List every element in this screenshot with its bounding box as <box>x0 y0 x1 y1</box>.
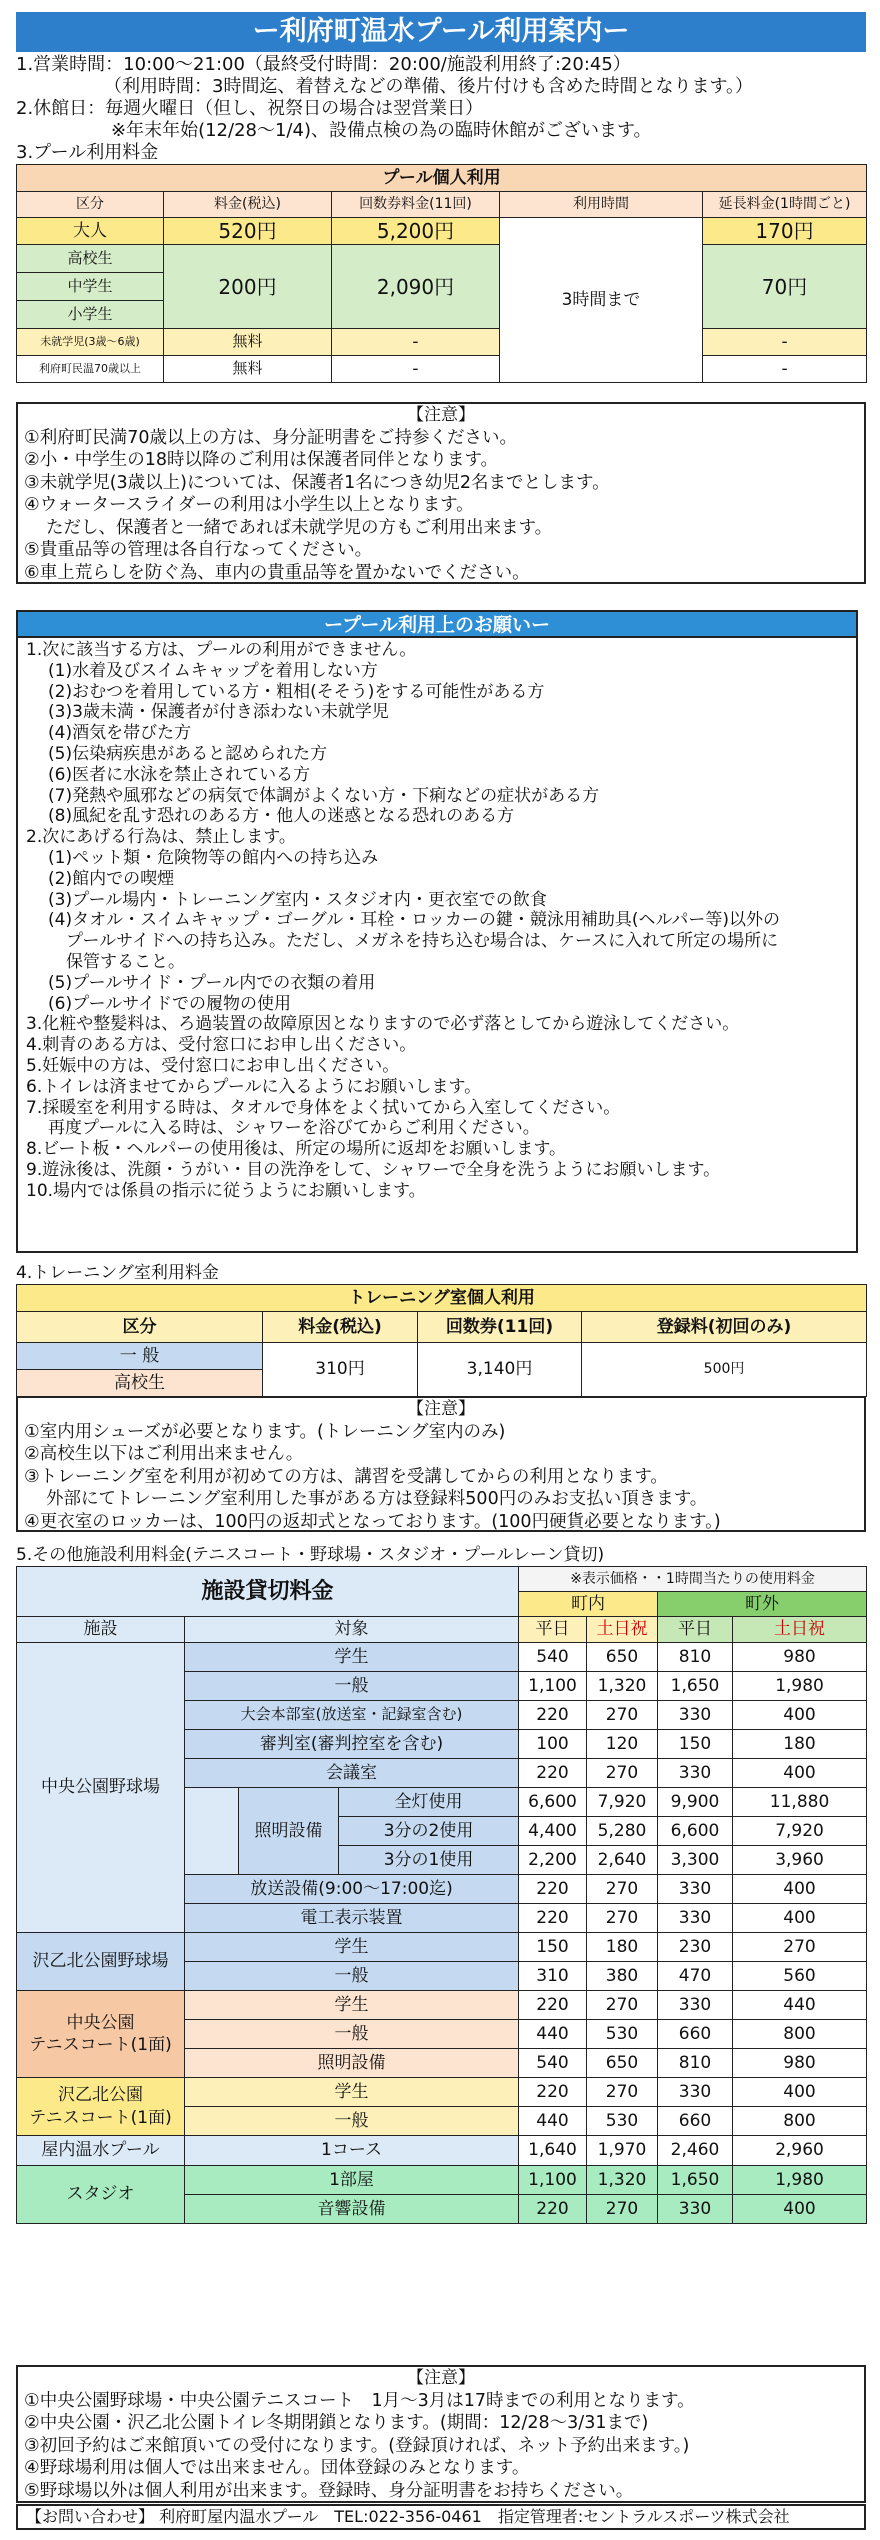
price-cell: 150 <box>519 1933 587 1962</box>
training-row-general: 一 般 <box>17 1343 263 1370</box>
facility-note: ②中央公園・沢乙北公園トイレ冬期閉鎖となります。(期間：12/28～3/31まで) <box>24 2413 649 2433</box>
facility-notes-heading: 【注意】 <box>407 2368 475 2388</box>
student-fee: 200円 <box>164 245 332 329</box>
facility-studio: スタジオ <box>17 2166 185 2224</box>
pool-note: ③未就学児(3歳以上)については、保護者1名につき幼児2名までとします。 <box>24 472 610 493</box>
pool-note: ④ウォータースライダーの利用は小学生以上となります。 <box>24 495 474 515</box>
price-cell: 330 <box>658 1875 733 1904</box>
training-table-header: トレーニング室個人利用 <box>17 1285 867 1312</box>
rule-line: 2.次にあげる行為は、禁止します。 <box>26 827 296 848</box>
price-cell: 220 <box>519 1875 587 1904</box>
price-cell: 400 <box>733 1904 867 1933</box>
target-label: 一般 <box>185 2107 519 2136</box>
target-label: 一般 <box>185 1672 519 1701</box>
price-cell: 330 <box>658 1701 733 1730</box>
price-cell: 650 <box>587 1643 658 1672</box>
target-label: 審判室(審判控室を含む) <box>185 1730 519 1759</box>
price-cell: 440 <box>519 2020 587 2049</box>
in-weekday: 平日 <box>519 1617 587 1643</box>
rule-line: 10.場内では係員の指示に従うようにお願いします。 <box>26 1180 426 1201</box>
training-note: 外部にてトレーニング室利用した事がある方は登録料500円のみお支払い頂きます。 <box>46 1489 708 1509</box>
town-in-header: 町内 <box>519 1592 658 1617</box>
facility-chuo-baseball: 中央公園野球場 <box>17 1643 185 1933</box>
facility-note: ④野球場利用は個人では出来ません。団体登録のみとなります。 <box>24 2458 530 2478</box>
price-cell: 270 <box>587 1991 658 2020</box>
training-fee-table <box>16 1284 867 1397</box>
preschool-fee: 無料 <box>164 329 332 356</box>
col-category: 区分 <box>17 192 164 218</box>
training-note: ①室内用シューズが必要となります。(トレーニング室内のみ) <box>24 1421 506 1442</box>
price-cell: 11,880 <box>733 1788 867 1817</box>
facility-table-title: 施設貸切料金 <box>17 1567 519 1617</box>
price-cell: 220 <box>519 1904 587 1933</box>
target-label: 一般 <box>185 1962 519 1991</box>
training-note: ④更衣室のロッカーは、100円の返却式となっております。(100円硬貨必要となります。) <box>24 1511 721 1532</box>
price-cell: 560 <box>733 1962 867 1991</box>
price-cell: 270 <box>587 1904 658 1933</box>
facility-note: ①中央公園野球場・中央公園テニスコート 1月～3月は17時までの利用となります。 <box>24 2390 695 2411</box>
price-cell: 810 <box>658 1643 733 1672</box>
row-adult: 大人 <box>17 218 164 245</box>
price-cell: 270 <box>587 1701 658 1730</box>
col-fee: 料金(税込) <box>263 1312 418 1343</box>
price-cell: 380 <box>587 1962 658 1991</box>
rule-line: (2)館内での喫煙 <box>48 868 175 889</box>
rule-line: プールサイドへの持ち込み。ただし、メガネを持ち込む場合は、ケースに入れて所定の場所に <box>66 931 779 952</box>
target-label: 学生 <box>185 1933 519 1962</box>
row-senior: 利府町民温70歳以上 <box>17 356 164 383</box>
col-ticket: 回数券料金(11回) <box>332 192 500 218</box>
senior-fee: 無料 <box>164 356 332 383</box>
price-cell: 660 <box>658 2107 733 2136</box>
rule-line: 6.トイレは済ませてからプールに入るようにお願いします。 <box>26 1076 482 1097</box>
price-cell: 810 <box>658 2049 733 2078</box>
col-facility: 施設 <box>17 1617 185 1643</box>
pool-notes-heading: 【注意】 <box>407 405 475 425</box>
price-cell: 1,650 <box>658 1672 733 1701</box>
price-cell: 180 <box>733 1730 867 1759</box>
price-cell: 980 <box>733 2049 867 2078</box>
price-cell: 980 <box>733 1643 867 1672</box>
price-cell: 330 <box>658 1904 733 1933</box>
price-cell: 4,400 <box>519 1817 587 1846</box>
price-cell: 1,320 <box>587 1672 658 1701</box>
col-category: 区分 <box>17 1312 263 1343</box>
price-cell: 220 <box>519 2195 587 2224</box>
pool-fee-section-title: 3.プール利用料金 <box>16 142 159 163</box>
row-preschool: 未就学児(3歳～6歳) <box>17 329 164 356</box>
rule-line: (6)医者に水泳を禁止されている方 <box>48 764 311 785</box>
facility-chuo-tennis <box>17 1991 185 2078</box>
rule-line: (6)プールサイドでの履物の使用 <box>48 993 292 1014</box>
target-label: 1部屋 <box>185 2166 519 2195</box>
col-time: 利用時間 <box>500 192 703 218</box>
training-fee: 310円 <box>263 1343 418 1397</box>
student-ticket: 2,090円 <box>332 245 500 329</box>
col-fee: 料金(税込) <box>164 192 332 218</box>
price-cell: 400 <box>733 1759 867 1788</box>
price-cell: 150 <box>658 1730 733 1759</box>
price-cell: 3,300 <box>658 1846 733 1875</box>
price-cell: 6,600 <box>519 1788 587 1817</box>
col-ticket: 回数券(11回) <box>418 1312 582 1343</box>
pool-rules-panel <box>16 610 858 1253</box>
price-cell: 1,640 <box>519 2136 587 2166</box>
price-cell: 330 <box>658 2078 733 2107</box>
col-target: 対象 <box>185 1617 519 1643</box>
price-cell: 440 <box>519 2107 587 2136</box>
target-label: 音響設備 <box>185 2195 519 2224</box>
col-extension: 延長料金(1時間ごと) <box>703 192 867 218</box>
senior-ticket: - <box>332 356 500 383</box>
price-cell: 230 <box>658 1933 733 1962</box>
target-label: 3分の1使用 <box>339 1846 519 1875</box>
target-label: 学生 <box>185 1991 519 2020</box>
price-cell: 400 <box>733 2078 867 2107</box>
training-column-headers <box>17 1312 867 1343</box>
rule-line: (4)タオル・スイムキャップ・ゴーグル・耳栓・ロッカーの鍵・競泳用補助具(ヘルパー等)以外の <box>48 910 780 931</box>
price-cell: 220 <box>519 1991 587 2020</box>
price-cell: 220 <box>519 1759 587 1788</box>
out-weekday: 平日 <box>658 1617 733 1643</box>
price-cell: 2,460 <box>658 2136 733 2166</box>
price-cell: 1,980 <box>733 1672 867 1701</box>
rule-line: 4.刺青のある方は、受付窓口にお申し出ください。 <box>26 1035 417 1056</box>
facility-name-line: 中央公園 <box>66 2012 135 2033</box>
price-cell: 7,920 <box>733 1817 867 1846</box>
rule-line: (3)プール場内・トレーニング室内・スタジオ内・更衣室での飲食 <box>48 889 547 910</box>
rule-line: 1.次に該当する方は、プールの利用ができません。 <box>26 640 417 660</box>
training-ticket: 3,140円 <box>418 1343 582 1397</box>
target-label: 一般 <box>185 2020 519 2049</box>
rule-line: 保管すること。 <box>66 951 185 972</box>
facility-price-note: ※表示価格・・1時間当たりの使用料金 <box>519 1567 867 1592</box>
pool-rules-title: ープール利用上のお願いー <box>18 612 856 638</box>
row-junior-high: 中学生 <box>17 273 164 301</box>
training-notes <box>16 1396 866 1532</box>
price-cell: 9,900 <box>658 1788 733 1817</box>
price-cell: 400 <box>733 1875 867 1904</box>
facility-name-line: テニスコート(1面) <box>29 2035 172 2055</box>
target-label: 電工表示装置 <box>185 1904 519 1933</box>
training-note: ③トレーニング室を利用が初めての方は、講習を受講してからの利用となります。 <box>24 1466 668 1487</box>
facility-indoor-pool: 屋内温水プール <box>17 2136 185 2166</box>
price-cell: 1,320 <box>587 2166 658 2195</box>
rule-line: 3.化粧や整髪料は、ろ過装置の故障原因となりますので必ず落としてから遊泳してください。 <box>26 1014 740 1035</box>
price-cell: 270 <box>587 1875 658 1904</box>
usage-time-text: （利用時間：3時間迄、着替えなどの準備、後片付けも含めた時間となります。） <box>104 76 754 97</box>
price-cell: 100 <box>519 1730 587 1759</box>
pool-rules-list <box>18 638 856 1204</box>
col-registration: 登録料(初回のみ) <box>582 1312 867 1343</box>
adult-extension: 170円 <box>703 218 867 245</box>
price-cell: 120 <box>587 1730 658 1759</box>
price-cell: 270 <box>587 1759 658 1788</box>
target-label: 3分の2使用 <box>339 1817 519 1846</box>
price-cell: 650 <box>587 2049 658 2078</box>
price-cell: 400 <box>733 1701 867 1730</box>
price-cell: 440 <box>733 1991 867 2020</box>
price-cell: 1,100 <box>519 2166 587 2195</box>
rule-line: (7)発熱や風邪などの病気で体調がよくない方・下痢などの症状がある方 <box>48 785 600 806</box>
adult-fee: 520円 <box>164 218 332 245</box>
out-weekend: 土日祝 <box>733 1617 867 1643</box>
price-cell: 530 <box>587 2020 658 2049</box>
price-cell: 220 <box>519 1701 587 1730</box>
pool-notes <box>16 402 866 584</box>
rule-line: (4)酒気を帯びた方 <box>48 723 192 744</box>
price-cell: 310 <box>519 1962 587 1991</box>
target-label: 1コース <box>185 2136 519 2166</box>
price-cell: 1,100 <box>519 1672 587 1701</box>
facility-sawaotsu-tennis <box>17 2078 185 2136</box>
pool-note: ただし、保護者と一緒であれば未就学児の方もご利用出来ます。 <box>46 517 553 538</box>
town-out-header: 町外 <box>658 1592 867 1617</box>
price-cell: 2,960 <box>733 2136 867 2166</box>
price-cell: 6,600 <box>658 1817 733 1846</box>
contact-footer: 【お問い合わせ】 利府町屋内温水プール TEL:022-356-0461 指定管理者:セントラルスポーツ株式会社 <box>16 2504 866 2530</box>
target-label: 大会本部室(放送室・記録室含む) <box>185 1701 519 1730</box>
target-label: 放送設備(9:00～17:00迄) <box>185 1875 519 1904</box>
price-cell: 2,640 <box>587 1846 658 1875</box>
training-registration: 500円 <box>582 1343 867 1397</box>
price-cell: 330 <box>658 1759 733 1788</box>
adult-ticket: 5,200円 <box>332 218 500 245</box>
pool-fee-table <box>16 164 867 383</box>
facility-fee-table <box>16 1566 867 2224</box>
price-cell: 1,650 <box>658 2166 733 2195</box>
pool-table-header: プール個人利用 <box>17 165 867 192</box>
price-cell: 220 <box>519 2078 587 2107</box>
facility-name-line: テニスコート(1面) <box>29 2107 172 2128</box>
rule-line: 8.ビート板・ヘルパーの使用後は、所定の場所に返却をお願いします。 <box>26 1139 566 1160</box>
pool-note: ⑥車上荒らしを防ぐ為、車内の貴重品等を置かないでください。 <box>24 562 530 583</box>
price-cell: 180 <box>587 1933 658 1962</box>
pool-note: ②小・中学生の18時以降のご利用は保護者同伴となります。 <box>24 450 499 470</box>
hours-text: 1.営業時間：10:00～21:00（最終受付時間：20:00/施設利用終了:20:45） <box>16 54 631 75</box>
target-label: 照明設備 <box>185 2049 519 2078</box>
price-cell: 1,980 <box>733 2166 867 2195</box>
general-info <box>16 54 876 164</box>
target-label: 会議室 <box>185 1759 519 1788</box>
facility-note: ③初回予約はご来館頂いての受付になります。(登録頂ければ、ネット予約出来ます。) <box>24 2435 690 2456</box>
price-cell: 270 <box>587 2078 658 2107</box>
price-cell: 400 <box>733 2195 867 2224</box>
target-label: 学生 <box>185 2078 519 2107</box>
facility-sawaotsu-baseball: 沢乙北公園野球場 <box>17 1933 185 1991</box>
price-cell: 7,920 <box>587 1788 658 1817</box>
rule-line: (8)風紀を乱す恐れのある方・他人の迷惑となる恐れのある方 <box>48 806 515 827</box>
senior-extension: - <box>703 356 867 383</box>
rule-line: 9.遊泳後は、洗顔・うがい・目の洗浄をして、シャワーで全身を洗うようにお願いします。 <box>26 1159 721 1180</box>
price-cell: 3,960 <box>733 1846 867 1875</box>
price-cell: 660 <box>658 2020 733 2049</box>
price-cell: 1,970 <box>587 2136 658 2166</box>
price-cell: 330 <box>658 2195 733 2224</box>
price-cell: 530 <box>587 2107 658 2136</box>
rule-line: (5)プールサイド・プール内での衣類の着用 <box>48 972 376 993</box>
rule-line: (3)3歳未満・保護者が付き添わない未就学児 <box>48 702 389 723</box>
price-cell: 270 <box>587 2195 658 2224</box>
facility-section-title: 5.その他施設利用料金(テニスコート・野球場・スタジオ・プールレーン貸切) <box>16 1545 605 1565</box>
target-label: 全灯使用 <box>339 1788 519 1817</box>
facility-note: ⑤野球場以外は個人利用が出来ます。登録時、身分証明書をお持ちください。 <box>24 2480 634 2501</box>
rule-line: (1)水着及びスイムキャップを着用しない方 <box>48 660 378 681</box>
rule-line: (5)伝染病疾患があると認められた方 <box>48 743 328 764</box>
price-cell: 540 <box>519 1643 587 1672</box>
new-year-text: ※年末年始(12/28～1/4)、設備点検の為の臨時休館がございます。 <box>111 120 652 141</box>
student-extension: 70円 <box>703 245 867 329</box>
training-notes-heading: 【注意】 <box>407 1399 475 1419</box>
rule-line: 7.採暖室を利用する時は、タオルで身体をよく拭いてから入室してください。 <box>26 1097 621 1118</box>
preschool-extension: - <box>703 329 867 356</box>
price-cell: 2,200 <box>519 1846 587 1875</box>
rule-line: 5.妊娠中の方は、受付窓口にお申し出ください。 <box>26 1055 400 1076</box>
in-weekend: 土日祝 <box>587 1617 658 1643</box>
row-elementary: 小学生 <box>17 301 164 329</box>
price-cell: 540 <box>519 2049 587 2078</box>
price-cell: 800 <box>733 2020 867 2049</box>
price-cell: 800 <box>733 2107 867 2136</box>
page-title: ー利府町温水プール利用案内ー <box>16 12 866 52</box>
price-cell: 270 <box>733 1933 867 1962</box>
price-cell: 330 <box>658 1991 733 2020</box>
closed-day-text: 2.休館日：毎週火曜日（但し、祝祭日の場合は翌営業日） <box>16 98 484 119</box>
lighting-label: 照明設備 <box>239 1788 339 1875</box>
price-cell: 470 <box>658 1962 733 1991</box>
pool-column-headers <box>17 192 867 218</box>
facility-name-line: 沢乙北公園 <box>58 2085 143 2106</box>
facility-notes <box>16 2365 866 2503</box>
pool-note: ⑤貴重品等の管理は各自行なってください。 <box>24 540 373 560</box>
rule-line: (2)おむつを着用している方・粗相(そそう)をする可能性がある方 <box>48 681 545 702</box>
usage-time: 3時間まで <box>500 218 703 383</box>
training-row-high-school: 高校生 <box>17 1370 263 1397</box>
row-high-school: 高校生 <box>17 245 164 273</box>
target-label: 学生 <box>185 1643 519 1672</box>
preschool-ticket: - <box>332 329 500 356</box>
price-cell: 5,280 <box>587 1817 658 1846</box>
training-section-title: 4.トレーニング室利用料金 <box>16 1263 219 1283</box>
rule-line: (1)ペット類・危険物等の館内への持ち込み <box>48 847 379 868</box>
training-note: ②高校生以下はご利用出来ません。 <box>24 1444 304 1464</box>
rule-line: 再度プールに入る時は、シャワーを浴びてからご利用ください。 <box>48 1118 540 1139</box>
pool-note: ①利府町民満70歳以上の方は、身分証明書をご持参ください。 <box>24 427 517 448</box>
